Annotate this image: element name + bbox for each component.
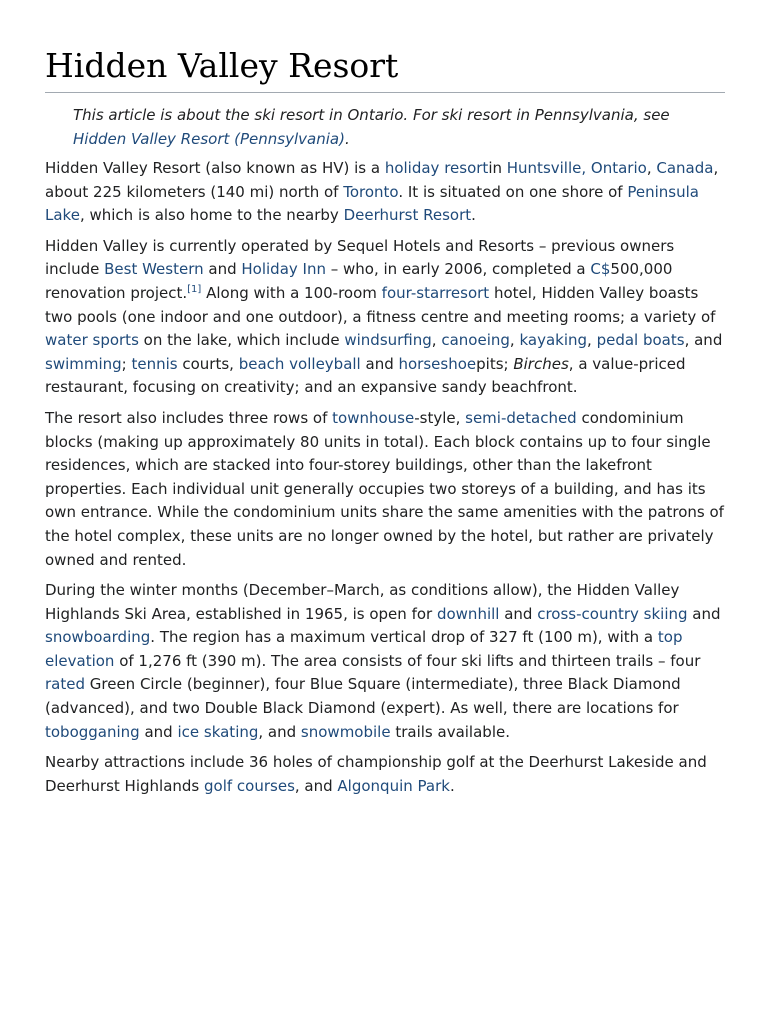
link-horseshoe[interactable]: horseshoe bbox=[398, 354, 477, 373]
link-tennis[interactable]: tennis bbox=[131, 354, 178, 373]
link-canada[interactable]: Canada bbox=[656, 159, 714, 177]
text-run: . bbox=[471, 206, 476, 225]
text-run: , bbox=[587, 331, 597, 350]
reference-1[interactable]: [1] bbox=[187, 283, 202, 295]
link-snowboarding[interactable]: snowboarding bbox=[45, 628, 151, 647]
text-run: Green Circle (beginner), four Blue Square (intermediate), three Black Diamond (advanced), and two Double Black Diamond (expert). As well, there are locations for bbox=[45, 675, 681, 718]
paragraph-intro bbox=[45, 157, 725, 228]
link-deerhurst-resort[interactable]: Deerhurst Resort bbox=[343, 206, 472, 225]
link-downhill[interactable]: downhill bbox=[436, 604, 500, 623]
text-run: During the winter months (December–March, as conditions allow), the Hidden Valley Highlands Ski Area, established in 1965, is open for bbox=[45, 581, 680, 623]
paragraph-attractions bbox=[45, 751, 725, 798]
link-pedal-boats[interactable]: pedal boats bbox=[596, 331, 685, 350]
link-cross-country-skiing[interactable]: cross-country skiing bbox=[537, 604, 688, 623]
paragraph-ski-area bbox=[45, 579, 725, 744]
text-run: . It is situated on one shore of bbox=[398, 182, 628, 201]
paragraph-operations bbox=[45, 235, 725, 400]
text-run: and bbox=[139, 722, 178, 741]
text-run: , and bbox=[294, 776, 338, 795]
link-canadian-dollar[interactable]: C$ bbox=[590, 260, 611, 279]
link-peninsula-lake[interactable]: Peninsula Lake bbox=[45, 182, 699, 225]
link-windsurfing[interactable]: windsurfing bbox=[344, 331, 432, 350]
text-run: The resort also includes three rows of bbox=[45, 408, 333, 427]
link-rated[interactable]: rated bbox=[45, 675, 85, 694]
text-run: , bbox=[509, 331, 520, 350]
text-run: (also known as HV) is a bbox=[200, 159, 385, 177]
link-townhouse[interactable]: townhouse bbox=[332, 408, 415, 427]
text-run: and bbox=[360, 354, 399, 373]
hatnote bbox=[73, 103, 725, 151]
link-best-western[interactable]: Best Western bbox=[104, 260, 204, 279]
link-semi-detached[interactable]: semi-detached bbox=[465, 408, 577, 427]
text-run: courts, bbox=[177, 354, 239, 373]
text-run: on the lake, which include bbox=[138, 331, 345, 350]
text-run: . bbox=[449, 776, 455, 795]
link-four-star[interactable]: four-star bbox=[381, 283, 446, 302]
text-run: ; bbox=[121, 354, 132, 373]
text-run: hotel, Hidden Valley boasts two pools (one indoor and one outdoor), a fitness centre and meeting rooms; a variety of bbox=[45, 283, 716, 326]
text-run: condominium blocks (making up approximately 80 units in total). Each block contains up to four single residences, which are stacked into four-storey buildings, other than the lakefront properties. Each individual unit generally occupies two storeys of a building, and has its own entrance. While the condominium units share the same amenities with the patrons of the hotel complex, these units are no longer owned by the hotel, but rather are privately owned and rented. bbox=[45, 408, 724, 569]
link-algonquin-park[interactable]: Algonquin Park bbox=[337, 776, 450, 795]
link-beach-volleyball[interactable]: beach volleyball bbox=[238, 354, 361, 373]
text-run: Along with a 100-room bbox=[201, 283, 382, 302]
paragraph-condominiums bbox=[45, 407, 725, 572]
link-water-sports[interactable]: water sports bbox=[45, 331, 139, 350]
page-title: Hidden Valley Resort bbox=[45, 44, 725, 93]
hatnote-end: . bbox=[344, 130, 350, 148]
text-run: and bbox=[687, 604, 721, 623]
link-golf-courses[interactable]: golf courses bbox=[204, 776, 295, 795]
text-run: , a value-priced restaurant, focusing on creativity; and an expansive sandy beachfront. bbox=[45, 354, 686, 397]
link-holiday-resort[interactable]: holiday resort bbox=[384, 159, 489, 177]
text-run: , bbox=[431, 331, 442, 350]
text-run: , about 225 kilometers (140 mi) north of bbox=[45, 159, 719, 201]
link-huntsville[interactable]: Huntsville, Ontario bbox=[506, 159, 647, 177]
text-run: and bbox=[203, 260, 242, 279]
lead-term: Hidden Valley Resort bbox=[45, 159, 201, 177]
link-resort[interactable]: resort bbox=[445, 283, 490, 302]
link-tobogganing[interactable]: tobogganing bbox=[45, 722, 140, 741]
article bbox=[45, 44, 725, 805]
text-run: , and bbox=[258, 722, 301, 741]
text-run: , and bbox=[684, 331, 723, 350]
link-swimming[interactable]: swimming bbox=[45, 354, 122, 373]
text-run: 500,000 renovation project. bbox=[45, 260, 673, 302]
text-run: of 1,276 ft (390 m). The area consists of four ski lifts and thirteen trails – four bbox=[114, 651, 701, 670]
text-run: Nearby attractions include 36 holes of championship golf at the Deerhurst Lakeside and Deerhurst Highlands bbox=[45, 753, 707, 795]
text-run: in bbox=[488, 159, 507, 177]
text-run: , bbox=[646, 159, 657, 177]
text-run: – who, in early 2006, completed a bbox=[325, 260, 591, 279]
link-toronto[interactable]: Toronto bbox=[343, 182, 399, 201]
text-run: trails available. bbox=[390, 722, 510, 741]
restaurant-name: Birches bbox=[513, 354, 569, 373]
link-top-elevation[interactable]: top elevation bbox=[45, 628, 683, 670]
text-run: . The region has a maximum vertical drop of 327 ft (100 m), with a bbox=[150, 628, 658, 647]
hatnote-text: This article is about the ski resort in Ontario. For ski resort in Pennsylvania, see bbox=[73, 106, 670, 124]
link-snowmobile[interactable]: snowmobile bbox=[300, 722, 391, 741]
text-run: and bbox=[499, 604, 538, 623]
text-run: -style, bbox=[414, 408, 466, 427]
link-kayaking[interactable]: kayaking bbox=[519, 331, 588, 350]
text-run: Hidden Valley is currently operated by Sequel Hotels and Resorts – previous owners include bbox=[45, 236, 675, 279]
hatnote-link[interactable]: Hidden Valley Resort (Pennsylvania) bbox=[73, 130, 345, 148]
text-run: pits; bbox=[476, 354, 514, 373]
link-canoeing[interactable]: canoeing bbox=[441, 331, 510, 350]
text-run: , which is also home to the nearby bbox=[79, 206, 344, 225]
link-holiday-inn[interactable]: Holiday Inn bbox=[241, 260, 326, 279]
link-ice-skating[interactable]: ice skating bbox=[177, 722, 259, 741]
